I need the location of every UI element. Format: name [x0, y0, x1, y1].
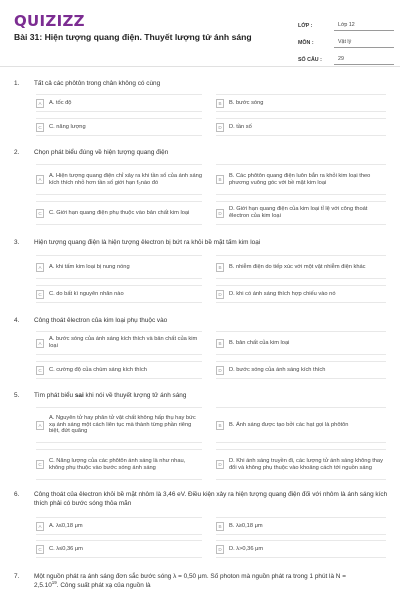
option-a[interactable]: [36, 164, 202, 195]
count-value: 29: [334, 56, 394, 65]
option-d[interactable]: [216, 285, 386, 303]
option-b[interactable]: [216, 94, 386, 112]
option-text: A. Nguyên tử hay phân tử vật chất không hấp thụ hay bức xạ ánh sáng một cách liên tục mà thành từng phần riêng biệt, đứt quãng: [49, 414, 196, 435]
option-text: A. Hiện tượng quang điện chỉ xảy ra khi tần số của ánh sáng kích thích nhỏ hơn tần số giới hạn f₀nào đó: [49, 172, 202, 186]
option-c[interactable]: [36, 449, 202, 480]
option-text: C. năng lượng: [49, 123, 86, 130]
option-text: C. cường độ của chùm sáng kích thích: [49, 366, 147, 373]
meta-row-subject: [298, 31, 394, 48]
subject-value: Vật lý: [334, 39, 394, 48]
question-number: 2.: [14, 149, 20, 156]
option-text: C. do bất kì nguyên nhân nào: [49, 290, 124, 297]
option-letter-c: C: [36, 545, 44, 554]
option-c[interactable]: [36, 118, 202, 136]
option-b[interactable]: [216, 331, 386, 355]
option-text: B. nhiễm điện do tiếp xúc với một vật nhiễm điện khác: [229, 263, 366, 270]
option-text: A. bước sóng của ánh sáng kích thích và bản chất của kim loại: [49, 336, 198, 349]
question-number: 6.: [14, 491, 20, 498]
meta-row-class: [298, 14, 394, 31]
option-d[interactable]: [216, 361, 386, 379]
option-a[interactable]: [36, 407, 202, 443]
option-letter-c: C: [36, 366, 44, 375]
option-letter-b: B: [216, 339, 224, 348]
option-text: B. Các phôtôn quang điện luôn bắn ra khỏi kim loại theo phương vuông góc với bề mặt kim loại: [229, 172, 371, 186]
option-text: A. λ≤0,18 μm: [49, 522, 83, 529]
option-c[interactable]: [36, 201, 202, 225]
option-a[interactable]: [36, 94, 202, 112]
option-d[interactable]: [216, 118, 386, 136]
class-value: Lớp 12: [334, 22, 394, 31]
option-a[interactable]: [36, 517, 202, 535]
header: [0, 0, 400, 66]
question-text: Công thoát của êlectron khỏi bề mặt nhôm là 3,46 eV. Điều kiện xảy ra hiện tượng quang điện đối với nhôm là ánh sáng kích thích phải có bước sóng thỏa mãn: [34, 491, 388, 507]
option-letter-d: D: [216, 209, 224, 218]
option-a[interactable]: [36, 255, 202, 279]
option-letter-a: A: [36, 263, 44, 272]
question-number: 1.: [14, 80, 20, 87]
option-letter-c: C: [36, 209, 44, 218]
quizizz-logo: QUIZIZZ: [14, 12, 85, 30]
option-letter-c: C: [36, 290, 44, 299]
meta-row-count: [298, 48, 394, 65]
option-d[interactable]: [216, 449, 386, 480]
option-c[interactable]: [36, 361, 202, 379]
option-c[interactable]: [36, 540, 202, 558]
option-text: B. bước sóng: [229, 99, 264, 106]
subject-label: MÔN :: [298, 40, 314, 46]
option-letter-b: B: [216, 421, 224, 430]
question-text: Tìm phát biểu sai khi nói về thuyết lượng tử ánh sáng: [34, 392, 187, 399]
question-text: Hiện tượng quang điện là hiện tượng êlectron bị bứt ra khỏi bề mặt tấm kim loại: [34, 239, 261, 246]
option-text: D. Khi ánh sáng truyền đi, các lượng tử ánh sáng không thay đổi và không phụ thuộc vào khoảng cách tới nguồn sáng: [229, 457, 383, 471]
option-letter-b: B: [216, 263, 224, 272]
question-text: Tất cả các phôtôn trong chân không có cùng: [34, 80, 161, 87]
option-letter-b: B: [216, 99, 224, 108]
question-text: Chọn phát biểu đúng về hiện tượng quang điện: [34, 149, 169, 156]
option-text: D. bước sóng của ánh sáng kích thích: [229, 366, 326, 373]
option-letter-a: A: [36, 175, 44, 184]
option-d[interactable]: [216, 201, 386, 225]
option-b[interactable]: [216, 517, 386, 535]
question-text: Một nguồn phát ra ánh sáng đơn sắc bước sóng λ = 0,50 μm. Số photon mà nguồn phát ra trong 1 phút là N = $2,5.10^{19}$. Công suất phát xạ của nguồn là: [34, 573, 346, 589]
option-text: A. tốc độ: [49, 99, 72, 106]
option-text: C. Giới hạn quang điện phụ thuộc vào bản chất kim loại: [49, 209, 190, 216]
page-title: Bài 31: Hiện tượng quang điện. Thuyết lượng tử ánh sáng: [14, 32, 252, 42]
option-c[interactable]: [36, 285, 202, 303]
question-number: 3.: [14, 239, 20, 246]
meta-info: [298, 14, 394, 65]
question-number: 4.: [14, 317, 20, 324]
option-letter-b: B: [216, 522, 224, 531]
option-b[interactable]: [216, 407, 386, 443]
option-text: A. khi tấm kim loại bị nung nóng: [49, 263, 130, 270]
option-letter-d: D: [216, 290, 224, 299]
class-label: LỚP :: [298, 23, 313, 29]
option-text: B. λ≥0,18 μm: [229, 522, 263, 529]
option-b[interactable]: [216, 255, 386, 279]
option-text: D. tần số: [229, 123, 252, 130]
header-divider: [0, 66, 400, 67]
option-letter-a: A: [36, 99, 44, 108]
option-letter-a: A: [36, 421, 44, 430]
question-number: 7.: [14, 573, 20, 580]
option-d[interactable]: [216, 540, 386, 558]
option-letter-d: D: [216, 123, 224, 132]
option-b[interactable]: [216, 164, 386, 195]
emphasis-word: sai: [74, 392, 84, 399]
question-text: Công thoát êlectron của kim loại phụ thuộc vào: [34, 317, 168, 324]
option-letter-d: D: [216, 366, 224, 375]
option-letter-c: C: [36, 123, 44, 132]
option-text: D. Giới hạn quang điện của kim loại tỉ lệ với công thoát êlectron của kim loại: [229, 206, 368, 219]
option-letter-d: D: [216, 460, 224, 469]
option-letter-a: A: [36, 522, 44, 531]
option-text: D. λ>0,36 μm: [229, 545, 264, 552]
count-label: SỐ CÂU :: [298, 57, 322, 63]
question-number: 5.: [14, 392, 20, 399]
option-letter-c: C: [36, 460, 44, 469]
option-text: D. khi có ánh sáng thích hợp chiếu vào nó: [229, 290, 336, 297]
option-text: C. Năng lượng của các phôtôn ánh sáng là như nhau, không phụ thuộc vào bước sóng ánh sáng: [49, 457, 186, 471]
option-a[interactable]: [36, 331, 202, 355]
option-text: B. Ánh sáng được tạo bởi các hạt gọi là phôtôn: [229, 421, 349, 428]
option-letter-d: D: [216, 545, 224, 554]
option-letter-b: B: [216, 175, 224, 184]
option-text: C. λ≤0,36 μm: [49, 545, 83, 552]
option-text: B. bản chất của kim loại: [229, 339, 290, 346]
option-letter-a: A: [36, 339, 44, 348]
